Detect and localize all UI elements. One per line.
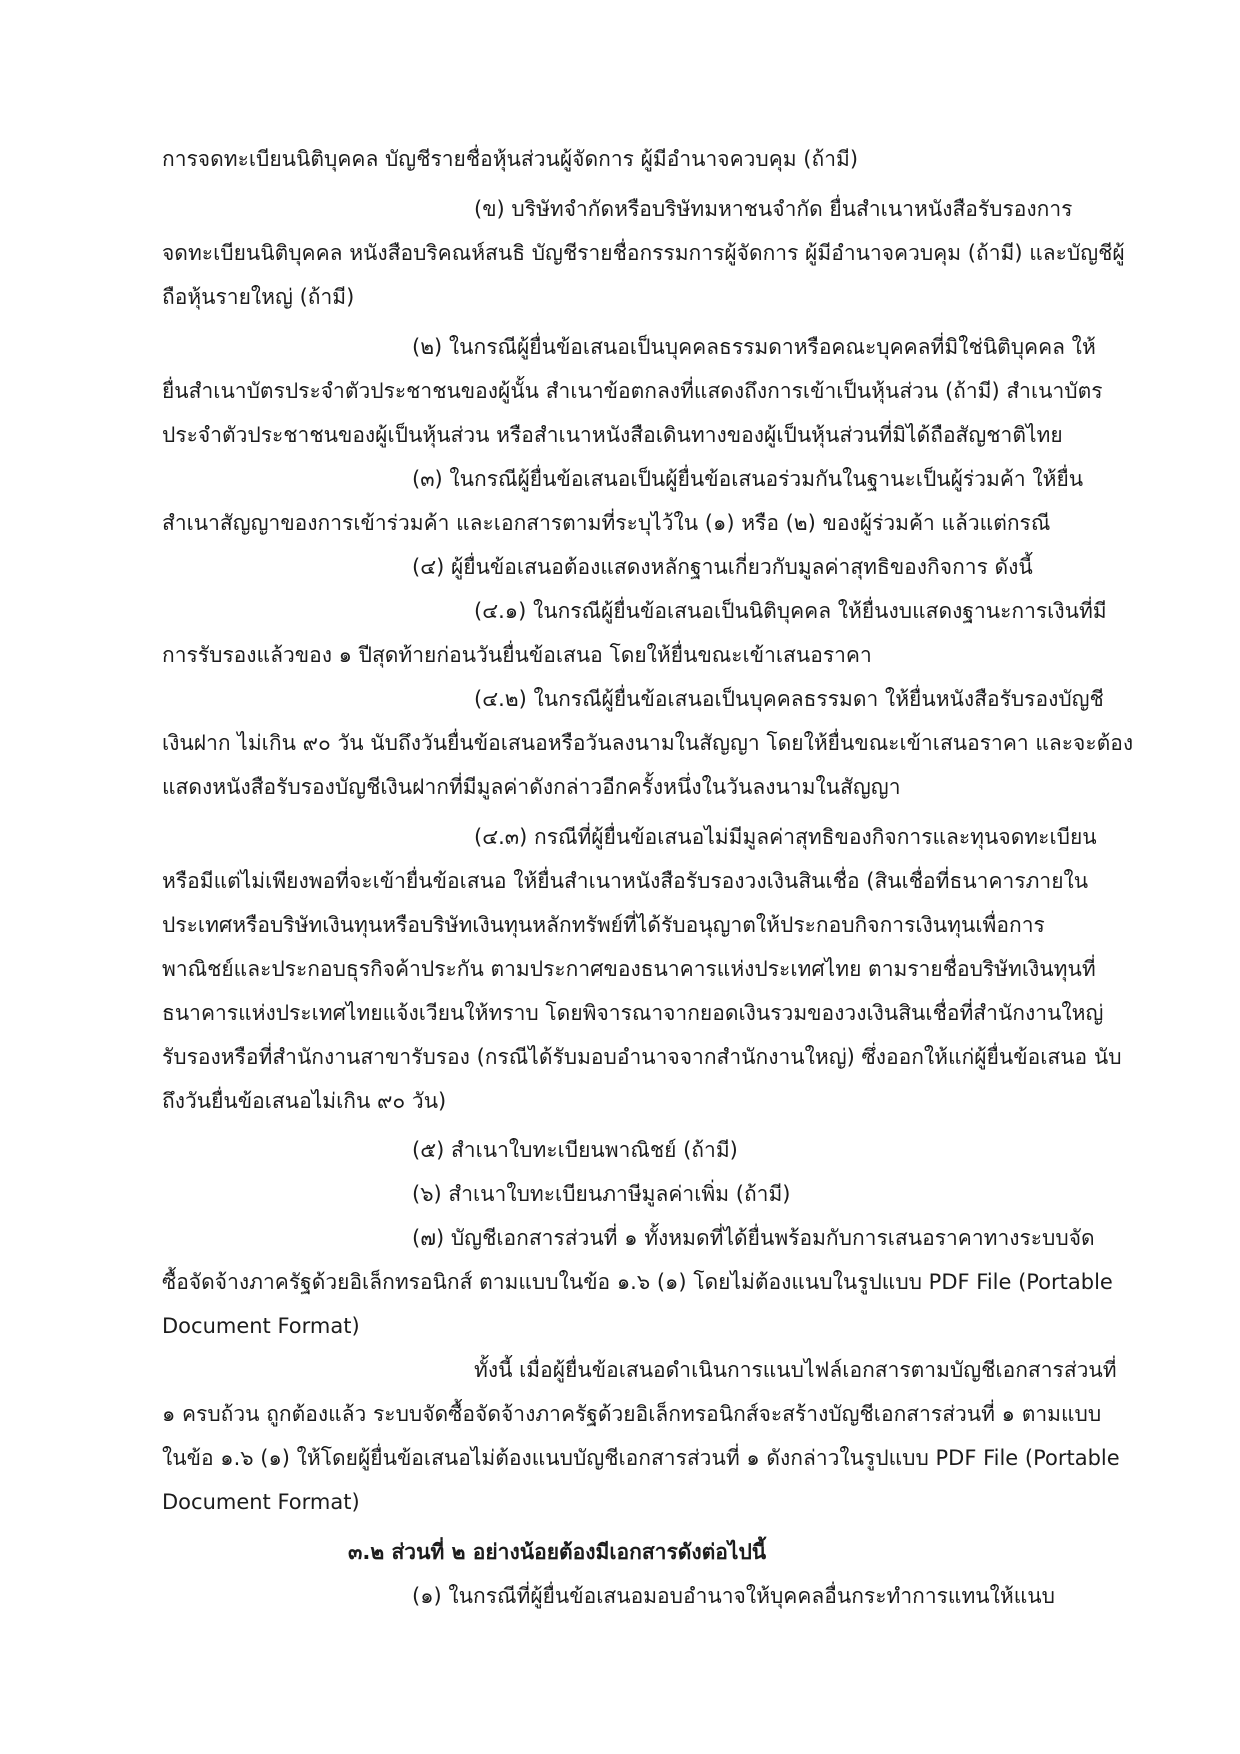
text-line: Document Format) — [162, 1314, 360, 1338]
text-line: การรับรองแล้วของ ๑ ปีสุดท้ายก่อนวันยื่นข้อเสนอ โดยให้ยื่นขณะเข้าเสนอราคา — [162, 643, 872, 667]
text-line: ในข้อ ๑.๖ (๑) ให้โดยผู้ยื่นข้อเสนอไม่ต้องแนบบัญชีเอกสารส่วนที่ ๑ ดังกล่าวในรูปแบบ PDF File (Portable — [162, 1446, 1120, 1470]
text-line: จดทะเบียนนิติบุคคล หนังสือบริคณห์สนธิ บัญชีรายชื่อกรรมการผู้จัดการ ผู้มีอำนาจควบคุม (ถ้ามี) และบัญชีผู้ — [162, 241, 1125, 265]
text-line: เงินฝาก ไม่เกิน ๙๐ วัน นับถึงวันยื่นข้อเสนอหรือวันลงนามในสัญญา โดยให้ยื่นขณะเข้าเสนอราคา และจะต้อง — [162, 731, 1134, 755]
text-line: ถึงวันยื่นข้อเสนอไม่เกิน ๙๐ วัน) — [162, 1089, 447, 1113]
text-line: (๔.๓) กรณีที่ผู้ยื่นข้อเสนอไม่มีมูลค่าสุทธิของกิจการและทุนจดทะเบียน — [474, 825, 1097, 849]
text-line: (๔) ผู้ยื่นข้อเสนอต้องแสดงหลักฐานเกี่ยวกับมูลค่าสุทธิของกิจการ ดังนี้ — [412, 555, 1033, 579]
text-line: แสดงหนังสือรับรองบัญชีเงินฝากที่มีมูลค่าดังกล่าวอีกครั้งหนึ่งในวันลงนามในสัญญา — [162, 775, 901, 799]
text-line: Document Format) — [162, 1490, 360, 1514]
text-line: ยื่นสำเนาบัตรประจำตัวประชาชนของผู้นั้น สำเนาข้อตกลงที่แสดงถึงการเข้าเป็นหุ้นส่วน (ถ้ามี) สำเนาบัตร — [162, 379, 1103, 403]
text-line: (๔.๑) ในกรณีผู้ยื่นข้อเสนอเป็นนิติบุคคล ให้ยื่นงบแสดงฐานะการเงินที่มี — [474, 599, 1107, 623]
text-line: การจดทะเบียนนิติบุคคล บัญชีรายชื่อหุ้นส่วนผู้จัดการ ผู้มีอำนาจควบคุม (ถ้ามี) — [162, 147, 859, 171]
text-line: (๖) สำเนาใบทะเบียนภาษีมูลค่าเพิ่ม (ถ้ามี) — [412, 1182, 791, 1206]
text-line: (ข) บริษัทจำกัดหรือบริษัทมหาชนจำกัด ยื่นสำเนาหนังสือรับรองการ — [474, 197, 1073, 221]
text-line: สำเนาสัญญาของการเข้าร่วมค้า และเอกสารตามที่ระบุไว้ใน (๑) หรือ (๒) ของผู้ร่วมค้า แล้วแต่กรณี — [162, 511, 1051, 535]
text-line: พาณิชย์และประกอบธุรกิจค้าประกัน ตามประกาศของธนาคารแห่งประเทศไทย ตามรายชื่อบริษัทเงินทุนที่ — [162, 957, 1096, 981]
text-line: (๔.๒) ในกรณีผู้ยื่นข้อเสนอเป็นบุคคลธรรมดา ให้ยื่นหนังสือรับรองบัญชี — [474, 687, 1104, 711]
text-line: ทั้งนี้ เมื่อผู้ยื่นข้อเสนอดำเนินการแนบไฟล์เอกสารตามบัญชีเอกสารส่วนที่ — [474, 1358, 1117, 1382]
text-line: (๗) บัญชีเอกสารส่วนที่ ๑ ทั้งหมดที่ได้ยื่นพร้อมกับการเสนอราคาทางระบบจัด — [412, 1226, 1095, 1250]
text-line: (๕) สำเนาใบทะเบียนพาณิชย์ (ถ้ามี) — [412, 1138, 738, 1162]
text-line: (๑) ในกรณีที่ผู้ยื่นข้อเสนอมอบอำนาจให้บุคคลอื่นกระทำการแทนให้แนบ — [412, 1584, 1055, 1608]
text-line: ธนาคารแห่งประเทศไทยแจ้งเวียนให้ทราบ โดยพิจารณาจากยอดเงินรวมของวงเงินสินเชื่อที่สำนักงานใหญ่ — [162, 1001, 1104, 1025]
text-line: ถือหุ้นรายใหญ่ (ถ้ามี) — [162, 285, 355, 309]
text-line: (๒) ในกรณีผู้ยื่นข้อเสนอเป็นบุคคลธรรมดาหรือคณะบุคคลที่มิใช่นิติบุคคล ให้ — [412, 335, 1096, 359]
text-line: รับรองหรือที่สำนักงานสาขารับรอง (กรณีได้รับมอบอำนาจจากสำนักงานใหญ่) ซึ่งออกให้แก่ผู้ยื่นข้อเสนอ นับ — [162, 1045, 1122, 1069]
text-line: ประเทศหรือบริษัทเงินทุนหรือบริษัทเงินทุนหลักทรัพย์ที่ได้รับอนุญาตให้ประกอบกิจการเงินทุนเพื่อการ — [162, 913, 1045, 937]
text-line: ประจำตัวประชาชนของผู้เป็นหุ้นส่วน หรือสำเนาหนังสือเดินทางของผู้เป็นหุ้นส่วนที่มิได้ถือสัญชาติไทย — [162, 423, 1063, 447]
section-heading: ๓.๒ ส่วนที่ ๒ อย่างน้อยต้องมีเอกสารดังต่อไปนี้ — [348, 1540, 767, 1564]
text-line: ๑ ครบถ้วน ถูกต้องแล้ว ระบบจัดซื้อจัดจ้างภาครัฐด้วยอิเล็กทรอนิกส์จะสร้างบัญชีเอกสารส่วนที่ ๑ ตามแบบ — [162, 1402, 1102, 1426]
text-line: หรือมีแต่ไม่เพียงพอที่จะเข้ายื่นข้อเสนอ ให้ยื่นสำเนาหนังสือรับรองวงเงินสินเชื่อ (สินเชื่อที่ธนาคารภายใน — [162, 869, 1089, 893]
text-line: ซื้อจัดจ้างภาครัฐด้วยอิเล็กทรอนิกส์ ตามแบบในข้อ ๑.๖ (๑) โดยไม่ต้องแนบในรูปแบบ PDF File (Portable — [162, 1270, 1113, 1294]
text-line: (๓) ในกรณีผู้ยื่นข้อเสนอเป็นผู้ยื่นข้อเสนอร่วมกันในฐานะเป็นผู้ร่วมค้า ให้ยื่น — [412, 467, 1084, 491]
